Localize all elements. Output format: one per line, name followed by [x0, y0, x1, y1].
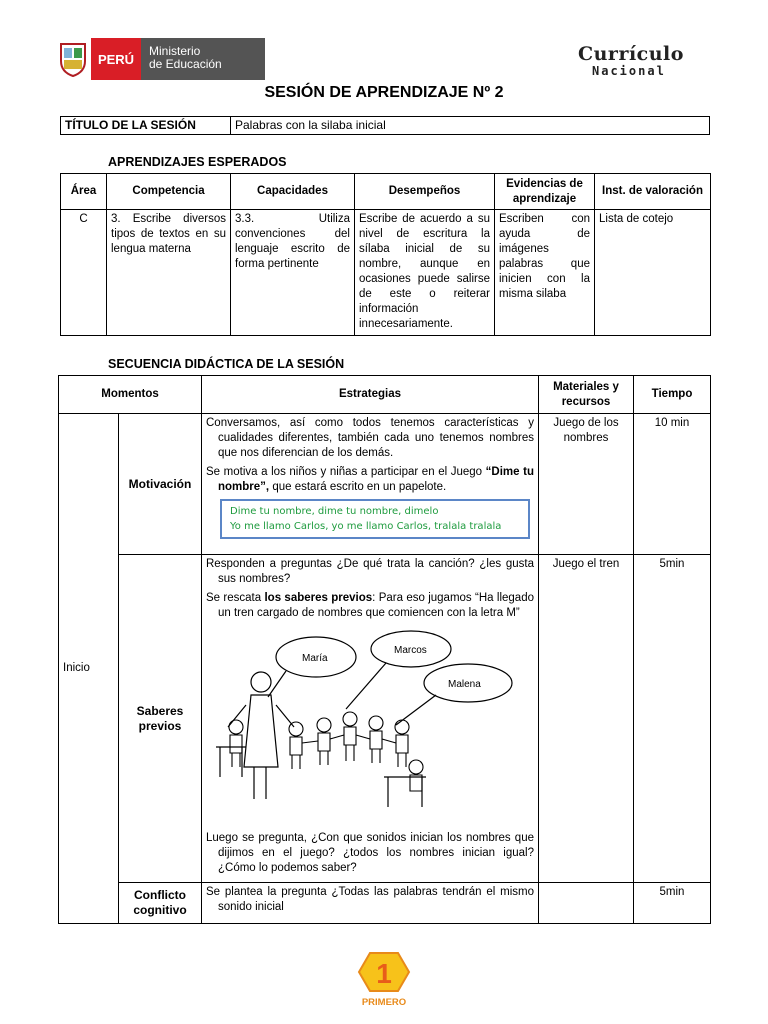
saberes-materiales: Juego el tren: [539, 555, 634, 883]
hexagon-icon: [356, 950, 412, 996]
titulo-value: Palabras con la silaba inicial: [235, 118, 386, 132]
header-area: Área: [61, 174, 107, 210]
secuencia-heading: SECUENCIA DIDÁCTICA DE LA SESIÓN: [108, 357, 345, 371]
cell-capacidades: 3.3. Utiliza convenciones del lenguaje escrito de forma pertinente: [231, 210, 355, 336]
cell-desempenos: Escribe de acuerdo a su nivel de escritura la sílaba inicial de su nombre, aunque en ocasiones puede salirse de este o reiterar información innecesariamente.: [355, 210, 495, 336]
header-capacidades: Capacidades: [231, 174, 355, 210]
conflicto-tiempo: 5min: [634, 883, 711, 924]
secuencia-table: [58, 375, 711, 924]
motivacion-p1: Conversamos, así como todos tenemos características y cualidades diferentes, también cada uno tenemos nombres que nos diferencian de los demás.: [206, 417, 534, 459]
grade-label: PRIMERO: [361, 997, 407, 1008]
grade-badge: [356, 950, 412, 1008]
ministerio-line2: de Educación: [149, 57, 222, 71]
ministerio-label: [141, 38, 265, 80]
aprendizajes-table: [60, 173, 711, 336]
header-desempenos: Desempeños: [355, 174, 495, 210]
titulo-sesion-row: [60, 116, 710, 135]
conflicto-label: Conflicto cognitivo: [119, 883, 202, 924]
header-materiales: Materiales y recursos: [539, 376, 634, 414]
cell-instrumento: Lista de cotejo: [595, 210, 711, 336]
grade-number: 1: [376, 958, 392, 989]
motivacion-p2-bold: “Dime tu nombre”,: [218, 466, 534, 493]
bubble-maria: María: [302, 653, 328, 664]
saberes-p2: [206, 591, 534, 621]
song-line2: Yo me llamo Carlos, yo me llamo Carlos, tralala tralala: [230, 521, 502, 532]
conflicto-estrategias: [202, 883, 539, 924]
saberes-p2-pre: Se rescata: [206, 592, 265, 604]
minedu-logo: [55, 38, 265, 80]
header-competencia: Competencia: [107, 174, 231, 210]
saberes-p2-post: : Para eso jugamos “Ha llegado un tren cargado de nombres que comiencen con la letra M”: [218, 592, 534, 619]
ministerio-line1: Ministerio: [149, 44, 201, 58]
saberes-estrategias: [202, 555, 539, 883]
children-train-illustration: [206, 627, 534, 827]
curriculo-line1: Currículo: [578, 43, 684, 65]
saberes-tiempo: 5min: [634, 555, 711, 883]
motivacion-estrategias: [202, 414, 539, 555]
conflicto-materiales: [539, 883, 634, 924]
cell-area: C: [61, 210, 107, 336]
motivacion-p2-post: que estará escrito en un papelote.: [269, 481, 447, 493]
momento-inicio: Inicio: [59, 414, 119, 924]
peru-shield-icon: [55, 38, 91, 80]
motivacion-label: Motivación: [119, 414, 202, 555]
saberes-p3: Luego se pregunta, ¿Con que sonidos inician los nombres que dijimos en el juego? ¿todos los nombres inician igual? ¿Cómo lo podemos saber?: [206, 832, 534, 874]
aprendizajes-heading: APRENDIZAJES ESPERADOS: [108, 155, 287, 169]
motivacion-tiempo: 10 min: [634, 414, 711, 555]
curriculo-line2: Nacional: [592, 64, 666, 78]
bubble-malena: Malena: [448, 679, 481, 690]
cell-evidencias: Escriben con ayuda de imágenes palabras que inicien con la misma silaba: [495, 210, 595, 336]
saberes-p2-bold: los saberes previos: [264, 592, 373, 604]
page-title: SESIÓN DE APRENDIZAJE Nº 2: [264, 84, 504, 101]
motivacion-p2-pre: Se motiva a los niños y niñas a participar en el Juego: [206, 466, 486, 478]
header-evidencias: Evidencias de aprendizaje: [495, 174, 595, 210]
conflicto-p1: Se plantea la pregunta ¿Todas las palabras tendrán el mismo sonido inicial: [206, 886, 534, 913]
song-line1: Dime tu nombre, dime tu nombre, dimelo: [230, 506, 439, 517]
cell-competencia: 3. Escribe diversos tipos de textos en su lengua materna: [107, 210, 231, 336]
saberes-p1: Responden a preguntas ¿De qué trata la canción? ¿les gusta sus nombres?: [206, 558, 534, 585]
header-tiempo: Tiempo: [634, 376, 711, 414]
curriculo-nacional-logo: [578, 44, 698, 78]
bubble-marcos: Marcos: [394, 645, 427, 656]
song-box: [220, 499, 530, 539]
motivacion-p2: [206, 465, 534, 495]
titulo-label: TÍTULO DE LA SESIÓN: [61, 117, 231, 134]
header-instrumento: Inst. de valoración: [595, 174, 711, 210]
saberes-label: Saberes previos: [119, 555, 202, 883]
motivacion-materiales: Juego de los nombres: [539, 414, 634, 555]
peru-label: PERÚ: [91, 38, 141, 80]
header-momentos: Momentos: [59, 376, 202, 414]
header-estrategias: Estrategias: [202, 376, 539, 414]
